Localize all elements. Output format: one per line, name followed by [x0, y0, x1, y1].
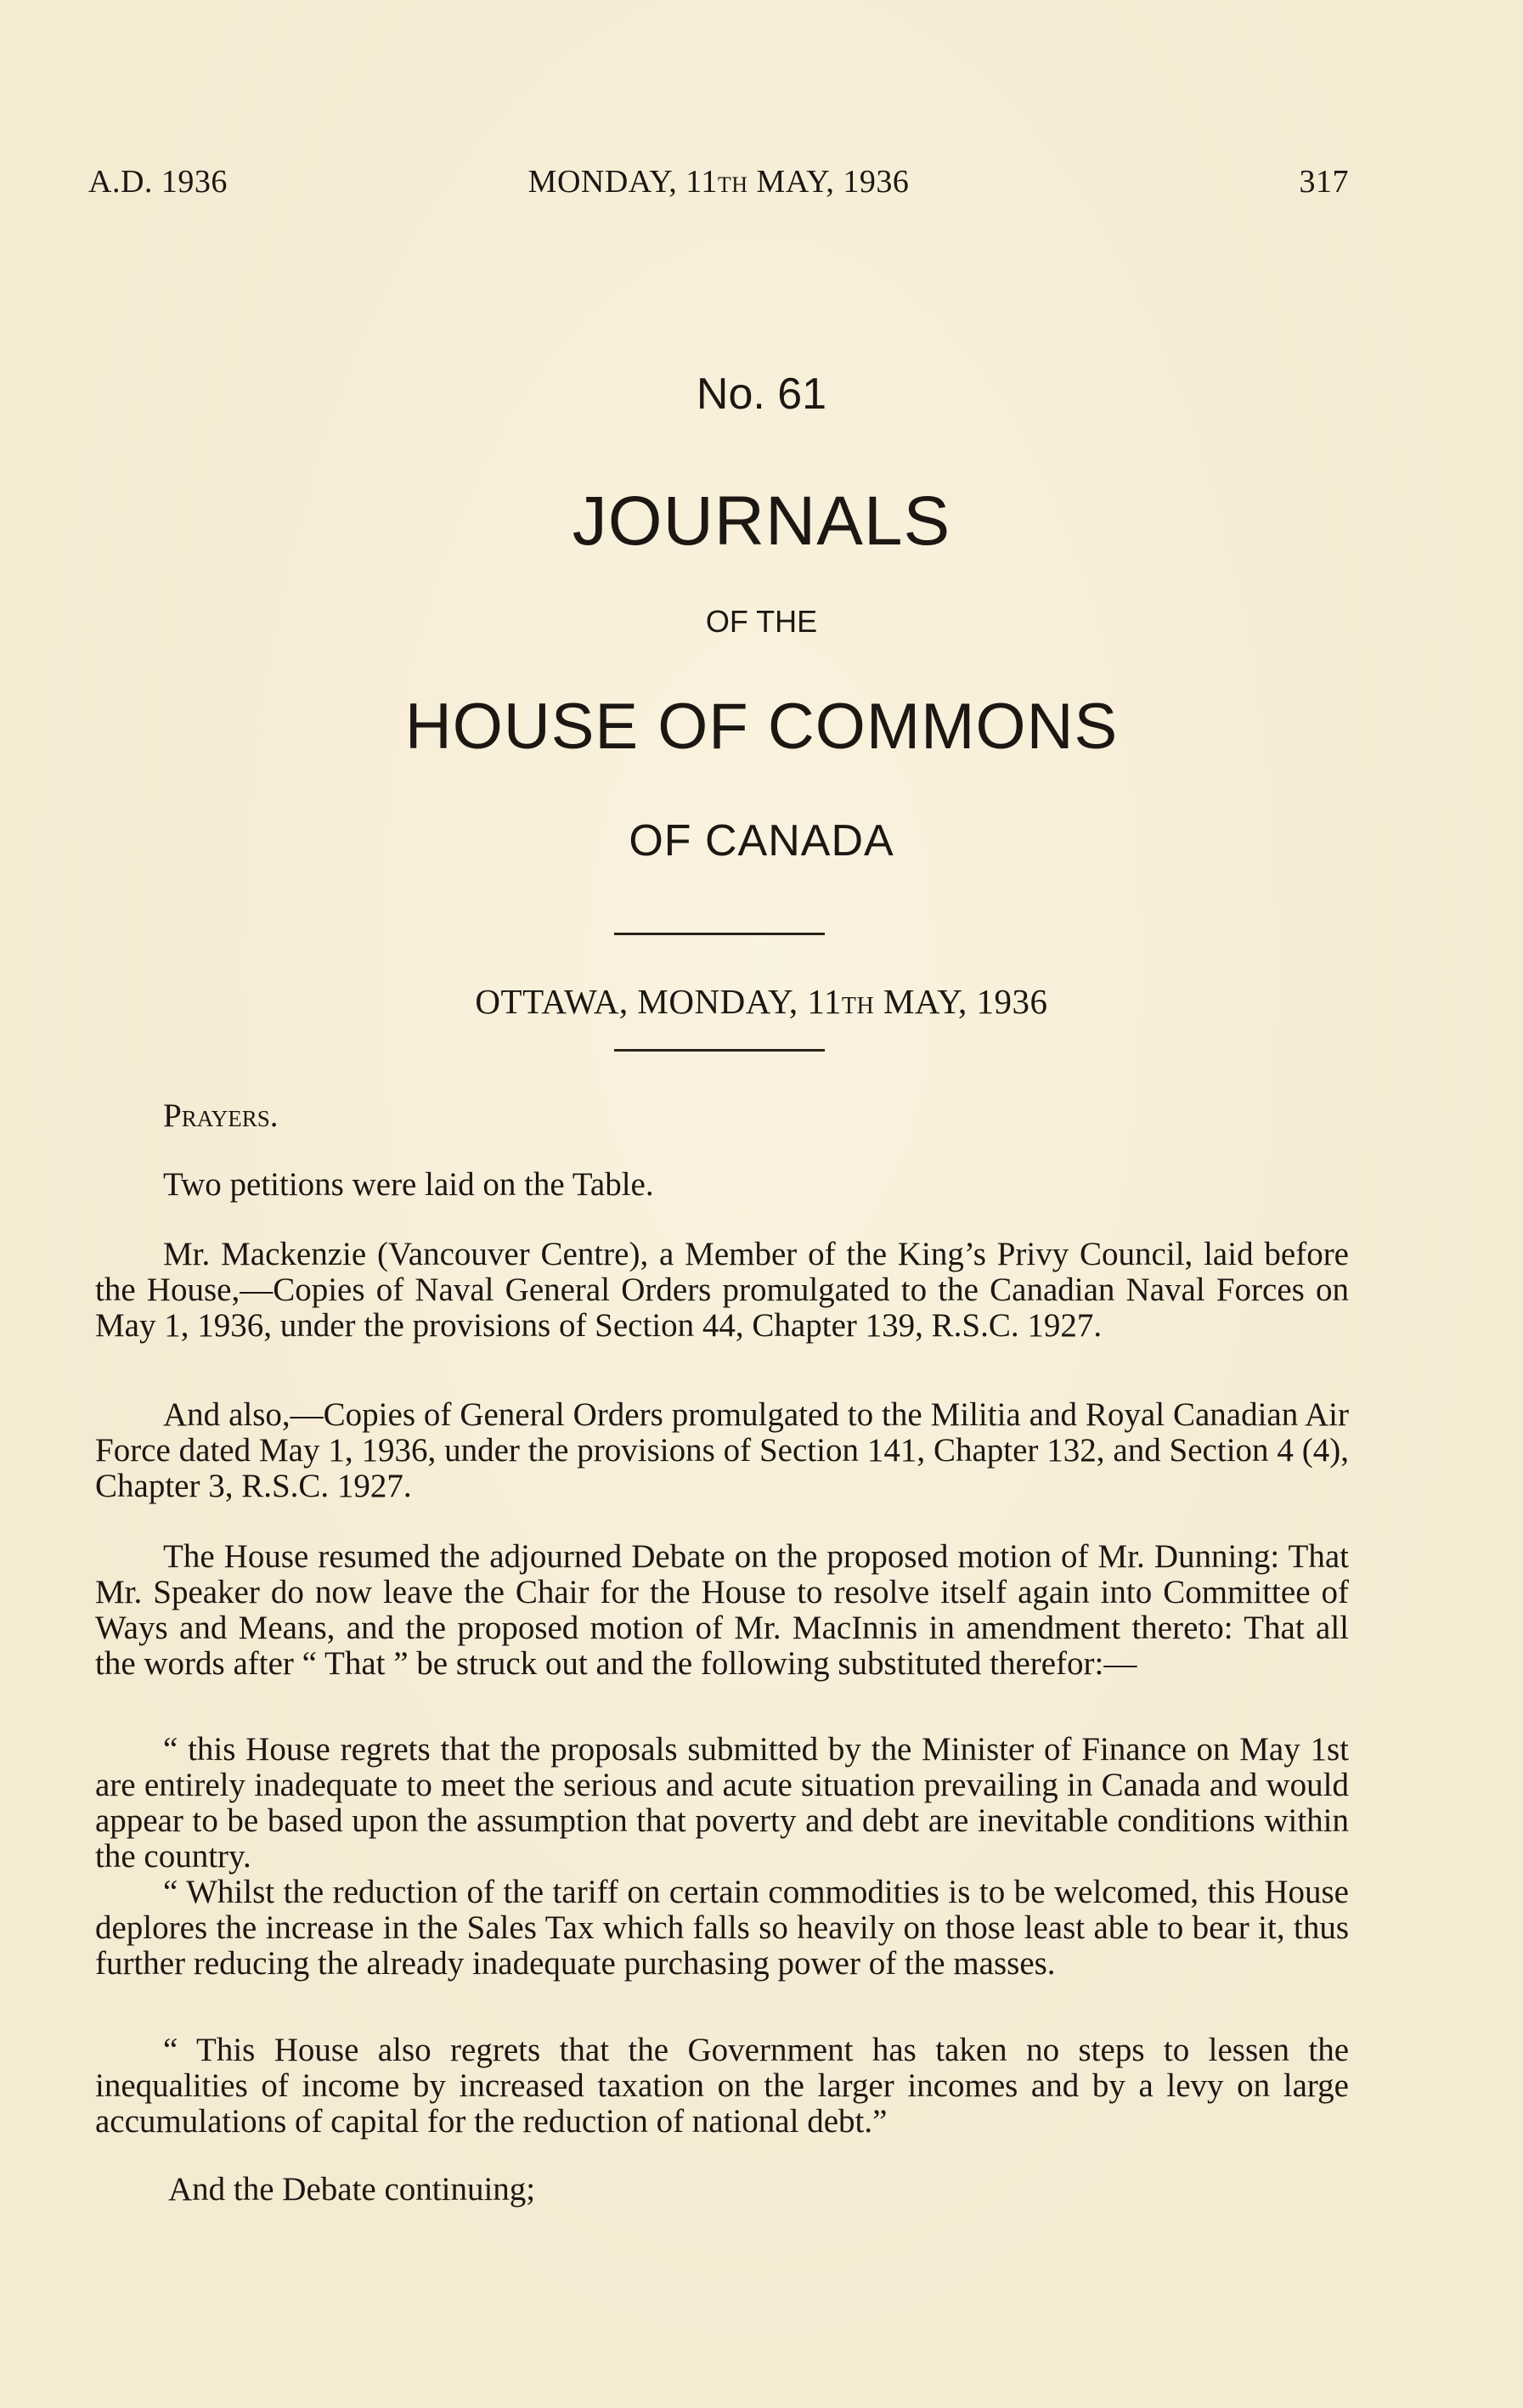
running-head-date-prefix: MONDAY, 11 — [527, 164, 718, 200]
dateline-ordinal: TH — [841, 993, 875, 1019]
paragraph-debate: The House resumed the adjourned Debate on the proposed motion of Mr. Dunning: That Mr. Speaker do now leave the Chair for the House to resolve itself again into Committee of Ways and Means, and the proposed motion of Mr. MacInnis in amendment thereto: That all the words after “ That ” be struck out and the following substituted therefor:— — [95, 1538, 1349, 1682]
paragraph-and-also: And also,—Copies of General Orders promulgated to the Militia and Royal Canadian Air Force dated May 1, 1936, under the provisions of Section 141, Chapter 132, and Section 4 (4), Chapter 3, R.S.C. 1927. — [95, 1396, 1349, 1504]
quote-paragraph-1: “ this House regrets that the proposals submitted by the Minister of Finance on May 1st are entirely inadequate to meet the serious and acute situation prevailing in Canada and would appear to be based upon the assumption that poverty and debt are inevitable conditions within the country. — [95, 1731, 1349, 1875]
paragraph-petitions: Two petitions were laid on the Table. — [163, 1166, 654, 1203]
page-number: 317 — [1299, 164, 1349, 200]
running-head — [88, 158, 1349, 206]
dateline-suffix: MAY, 1936 — [874, 982, 1048, 1021]
of-the-label: OF THE — [705, 604, 818, 639]
house-of-commons-title: HOUSE OF COMMONS — [404, 691, 1119, 763]
running-head-date-ordinal: TH — [717, 172, 748, 197]
dateline — [0, 978, 1523, 1029]
quote-paragraph-3: “ This House also regrets that the Government has taken no steps to lessen the inequalities of income by increased taxation on the larger incomes and by a levy on large accumulations of capital for the reduction of national debt.” — [95, 2032, 1349, 2140]
quote-paragraph-2: “ Whilst the reduction of the tariff on certain commodities is to be welcomed, this House deplores the increase in the Sales Tax which falls so heavily on those least able to bear it, thus further reducing the already inadequate purchasing power of the masses. — [95, 1874, 1349, 1982]
prayers-heading: Prayers. — [163, 1097, 279, 1134]
dateline-prefix: OTTAWA, MONDAY, 11 — [475, 982, 842, 1021]
running-head-date — [88, 158, 1349, 209]
paragraph-mackenzie: Mr. Mackenzie (Vancouver Centre), a Member of the King’s Privy Council, laid before the House,—Copies of Naval General Orders promulgated to the Canadian Naval Forces on May 1, 1936, under the provisions of Section 44, Chapter 139, R.S.C. 1927. — [95, 1236, 1349, 1344]
paragraph-debate-continuing: And the Debate continuing; — [168, 2171, 536, 2208]
issue-number: No. 61 — [696, 369, 827, 419]
running-head-date-suffix: MAY, 1936 — [747, 164, 910, 200]
divider-rule-bottom — [614, 1049, 825, 1052]
divider-rule-top — [614, 933, 825, 935]
journals-title: JOURNALS — [572, 482, 951, 560]
running-head-year: A.D. 1936 — [88, 164, 228, 200]
of-canada-label: OF CANADA — [629, 816, 894, 866]
